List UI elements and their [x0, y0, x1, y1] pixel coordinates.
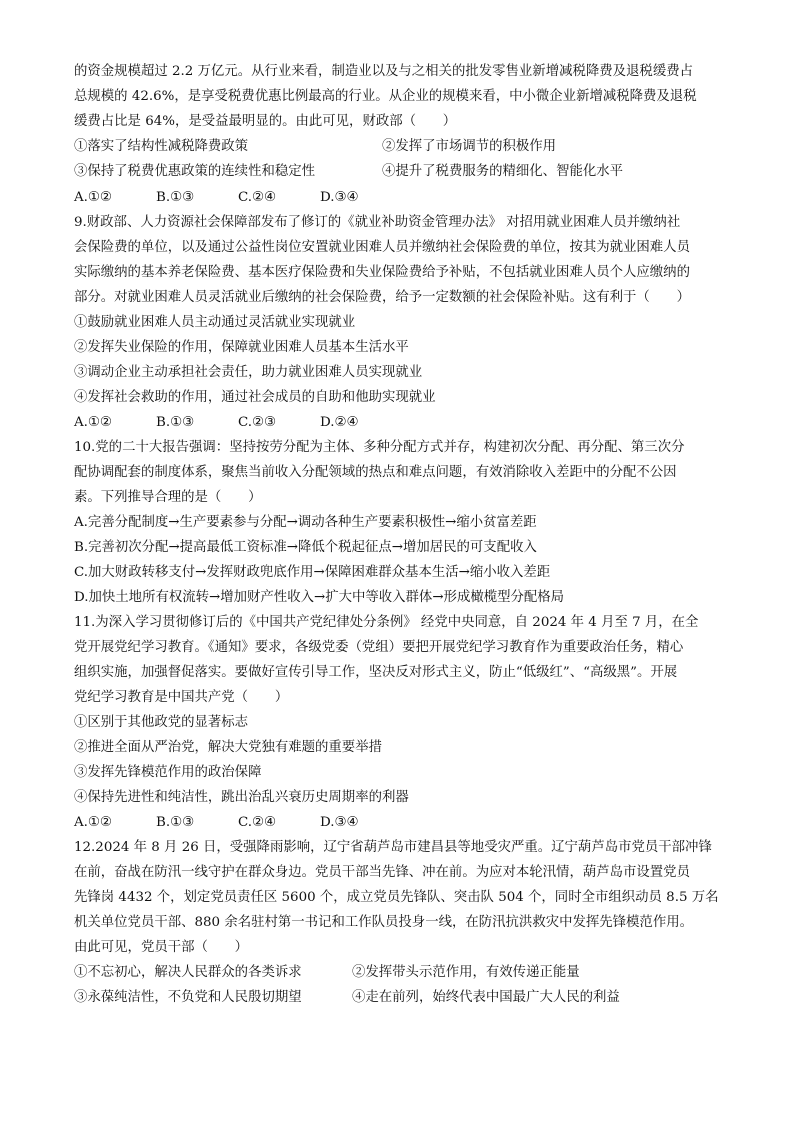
q8-choices [74, 188, 359, 208]
q10-stem-line-1: 10.党的二十大报告强调：坚持按劳分配为主体、多种分配方式并存，构建初次分配、再分配、第三次分 [74, 440, 685, 455]
q11-option-1: ①区别于其他政党的显著标志 [74, 715, 249, 730]
q10-option-b: B.完善初次分配→提高最低工资标准→降低个税起征点→增加居民的可支配收入 [74, 540, 537, 555]
q9-stem-line-3: 实际缴纳的基本养老保险费、基本医疗保险费和失业保险费给予补贴，不包括就业困难人员个人应缴纳的 [74, 265, 690, 280]
q9-option-1: ①鼓励就业困难人员主动通过灵活就业实现就业 [74, 315, 356, 330]
q12-stem-line-5: 由此可见，党员干部（ ） [74, 940, 249, 955]
q9-option-3: ③调动企业主动承担社会责任，助力就业困难人员实现就业 [74, 365, 423, 380]
q11-choice-d: D.③④ [320, 815, 359, 830]
q8-choice-d: D.③④ [320, 190, 359, 205]
q10-stem-line-2: 配协调配套的制度体系，聚焦当前收入分配领域的热点和难点问题，有效消除收入差距中的分配不公因 [74, 465, 677, 480]
q11-option-3: ③发挥先锋模范作用的政治保障 [74, 765, 262, 780]
q9-choice-d: D.②④ [320, 415, 359, 430]
q11-stem-line-2: 党开展党纪学习教育。《通知》要求，各级党委（党组）要把开展党纪学习教育作为重要政治任务，精心 [74, 640, 684, 655]
q12-stem-line-4: 机关单位党员干部、880 余名驻村第一书记和工作队员投身一线，在防汛抗洪救灾中发挥先锋模范作用。 [74, 915, 693, 930]
q8-option-3: ③保持了税费优惠政策的连续性和稳定性 [74, 164, 316, 179]
q11-stem-line-4: 党纪学习教育是中国共产党（ ） [74, 690, 289, 705]
q12-stem-line-3: 先锋岗 4432 个，划定党员责任区 5600 个，成立党员先锋队、突击队 504 个，同时全市组织动员 8.5 万名 [74, 890, 719, 905]
q11-choice-a: A.①② [74, 815, 112, 830]
q8-stem-line-1: 的资金规模超过 2.2 万亿元。从行业来看，制造业以及与之相关的批发零售业新增减税降费及退税缓费占 [74, 64, 693, 79]
q9-choices [74, 413, 359, 433]
q8-option-2: ②发挥了市场调节的积极作用 [382, 139, 557, 154]
q10-option-a: A.完善分配制度→生产要素参与分配→调动各种生产要素积极性→缩小贫富差距 [74, 515, 537, 530]
q8-stem-line-2: 总规模的 42.6%，是享受税费优惠比例最高的行业。从企业的规模来看，中小微企业新增减税降费及退税 [74, 89, 697, 104]
q9-option-2: ②发挥失业保险的作用，保障就业困难人员基本生活水平 [74, 340, 409, 355]
q8-choice-c: C.②④ [238, 190, 277, 205]
q10-stem-line-3: 素。下列推导合理的是（ ） [74, 490, 262, 505]
q10-option-d: D.加快土地所有权流转→增加财产性收入→扩大中等收入群体→形成橄榄型分配格局 [74, 590, 565, 605]
q9-option-4: ④发挥社会救助的作用，通过社会成员的自助和他助实现就业 [74, 390, 436, 405]
q12-stem-line-1: 12.2024 年 8 月 26 日，受强降雨影响，辽宁省葫芦岛市建昌县等地受灾严重。辽宁葫芦岛市党员干部冲锋 [74, 840, 712, 855]
q11-stem-line-3: 组织实施，加强督促落实。要做好宣传引导工作，坚决反对形式主义，防止“低级红”、“高级黑”。开展 [74, 665, 678, 680]
q11-option-2: ②推进全面从严治党，解决大党独有难题的重要举措 [74, 740, 382, 755]
q11-choice-c: C.②④ [238, 815, 277, 830]
q11-choice-b: B.①③ [156, 815, 195, 830]
q11-stem-line-1: 11.为深入学习贯彻修订后的《中国共产党纪律处分条例》 经党中央同意，自 2024 年 4 月至 7 月，在全 [74, 615, 699, 630]
q10-option-c: C.加大财政转移支付→发挥财政兜底作用→保障困难群众基本生活→缩小收入差距 [74, 565, 551, 580]
q9-choice-b: B.①③ [156, 415, 195, 430]
q12-option-1: ①不忘初心，解决人民群众的各类诉求 [74, 965, 302, 980]
q11-option-4: ④保持先进性和纯洁性，跳出治乱兴衰历史周期率的利器 [74, 790, 409, 805]
q12-option-2: ②发挥带头示范作用，有效传递正能量 [352, 965, 580, 980]
q9-stem-line-2: 会保险费的单位，以及通过公益性岗位安置就业困难人员并缴纳社会保险费的单位，按其为就业困难人员 [74, 240, 690, 255]
q8-stem-line-3: 缓费占比是 64%，是受益最明显的。由此可见，财政部（ ） [74, 114, 457, 129]
q9-choice-c: C.②③ [238, 415, 277, 430]
q9-choice-a: A.①② [74, 415, 112, 430]
q8-choice-b: B.①③ [156, 190, 195, 205]
q12-option-3: ③永葆纯洁性，不负党和人民殷切期望 [74, 990, 302, 1005]
q8-choice-a: A.①② [74, 190, 112, 205]
q8-option-1: ①落实了结构性减税降费政策 [74, 139, 249, 154]
q11-choices [74, 813, 359, 833]
q12-stem-line-2: 在前，奋战在防汛一线守护在群众身边。党员干部当先锋、冲在前。为应对本轮汛情，葫芦岛市设置党员 [74, 865, 690, 880]
q9-stem-line-1: 9.财政部、人力资源社会保障部发布了修订的《就业补助资金管理办法》 对招用就业困难人员并缴纳社 [74, 215, 681, 230]
q8-option-4: ④提升了税费服务的精细化、智能化水平 [382, 164, 624, 179]
q9-stem-line-4: 部分。对就业困难人员灵活就业后缴纳的社会保险费，给予一定数额的社会保险补贴。这有利于（ ） [74, 290, 690, 305]
q12-option-4: ④走在前列，始终代表中国最广大人民的利益 [352, 990, 620, 1005]
